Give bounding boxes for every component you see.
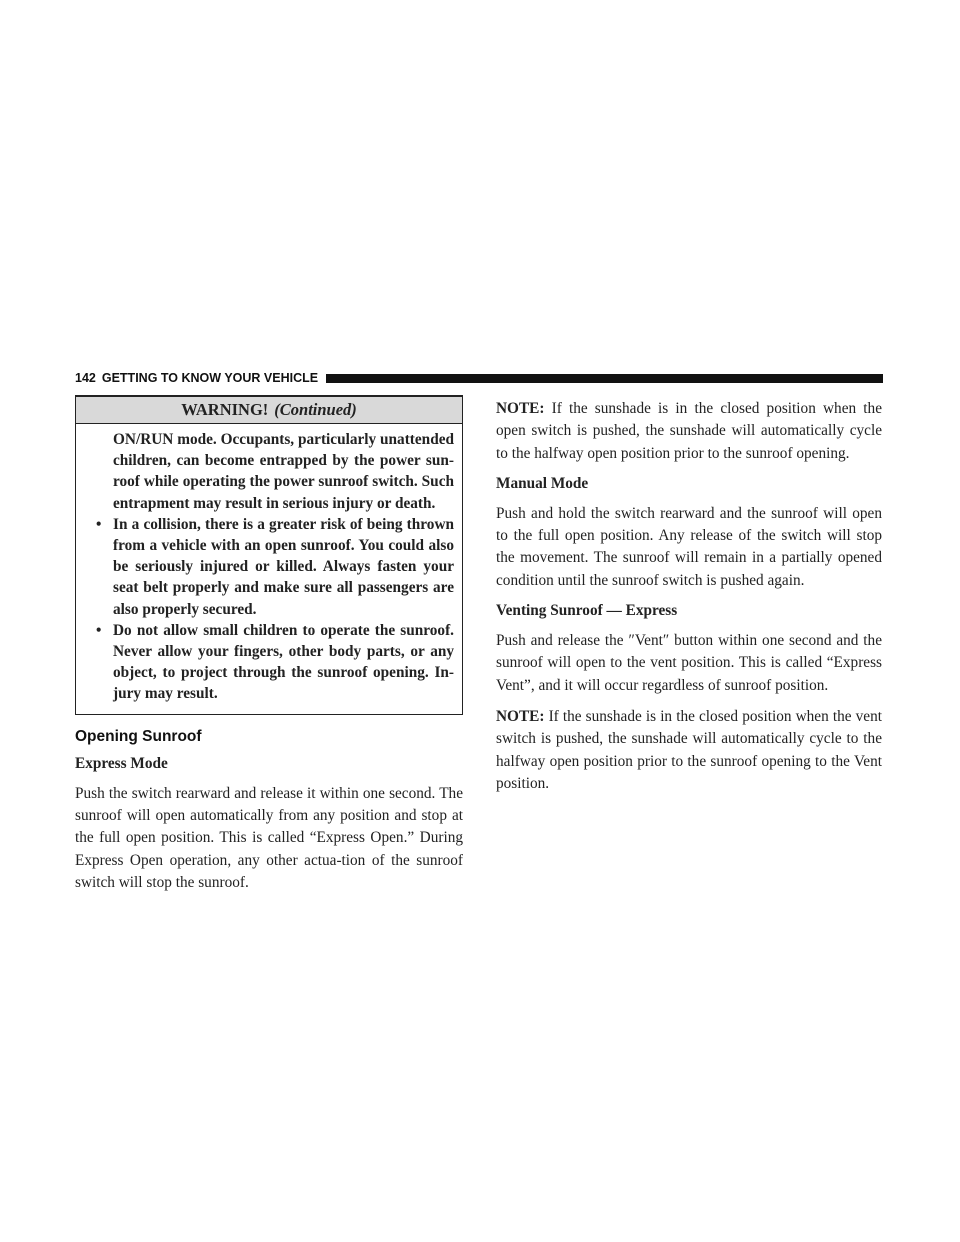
bullet-icon: • <box>96 621 102 639</box>
warning-bullet <box>93 620 454 705</box>
header-rule <box>326 374 883 383</box>
warning-bullet-text: In a collision, there is a greater risk of being thrown from a vehicle with an open sunroof. You could also be seriously injured or killed. Always fasten your seat belt properly and make sure all passengers are also properly secured. <box>113 515 454 618</box>
section-title: GETTING TO KNOW YOUR VEHICLE <box>101 371 319 385</box>
manual-mode-heading: Manual Mode <box>496 474 589 492</box>
warning-title: WARNING! <box>181 400 269 419</box>
note-paragraph <box>496 706 882 795</box>
right-column <box>496 398 882 804</box>
warning-header <box>76 395 462 424</box>
note-text: If the sunshade is in the closed position when the open switch is pushed, the sunshade will automatically cycle to the halfway open position prior to the sunroof opening. <box>496 400 882 462</box>
warning-continuation-text: ON/RUN mode. Occupants, particularly unattended children, can become entrapped by the power sun-roof while operating the power sunroof switch. Such entrapment may result in serious injury or death. <box>113 431 454 512</box>
page-number: 142 <box>75 371 96 385</box>
express-mode-heading: Express Mode <box>75 754 168 772</box>
warning-box <box>75 395 463 715</box>
note-text: If the sunshade is in the closed position when the vent switch is pushed, the sunshade will automatically cycle to the halfway open position prior to the sunroof opening to the Vent position. <box>496 707 882 792</box>
opening-sunroof-title: Opening Sunroof <box>75 727 202 745</box>
warning-continued: (Continued) <box>274 400 357 419</box>
warning-bullet-text: Do not allow small children to operate the sunroof. Never allow your fingers, other body parts, or any object, to project through the sunroof opening. In-jury may result. <box>113 621 454 703</box>
page-header <box>75 370 883 386</box>
venting-heading: Venting Sunroof — Express <box>496 602 678 620</box>
venting-text: Push and release the ″Vent″ button within one second and the sunroof will open to the vent position. This is called “Express Vent”, and it will occur regardless of sunroof position. <box>496 632 882 694</box>
manual-mode-text: Push and hold the switch rearward and the sunroof will open to the full open position. Any release of the switch will stop the movement. The sunroof will remain in a partially opened condition until the sunroof switch is pushed again. <box>496 504 882 589</box>
express-mode-text: Push the switch rearward and release it within one second. The sunroof will open automatically from any position and stop at the full open position. This is called “Express Open.” During Express Open operation, any other actua-tion of the sunroof switch will stop the sunroof. <box>75 784 463 891</box>
note-paragraph <box>496 398 882 465</box>
note-label: NOTE: <box>496 400 545 417</box>
warning-bullet <box>93 514 454 620</box>
bullet-icon: • <box>96 515 102 533</box>
left-column <box>75 395 463 903</box>
warning-body <box>76 424 462 714</box>
note-label: NOTE: <box>496 707 545 725</box>
